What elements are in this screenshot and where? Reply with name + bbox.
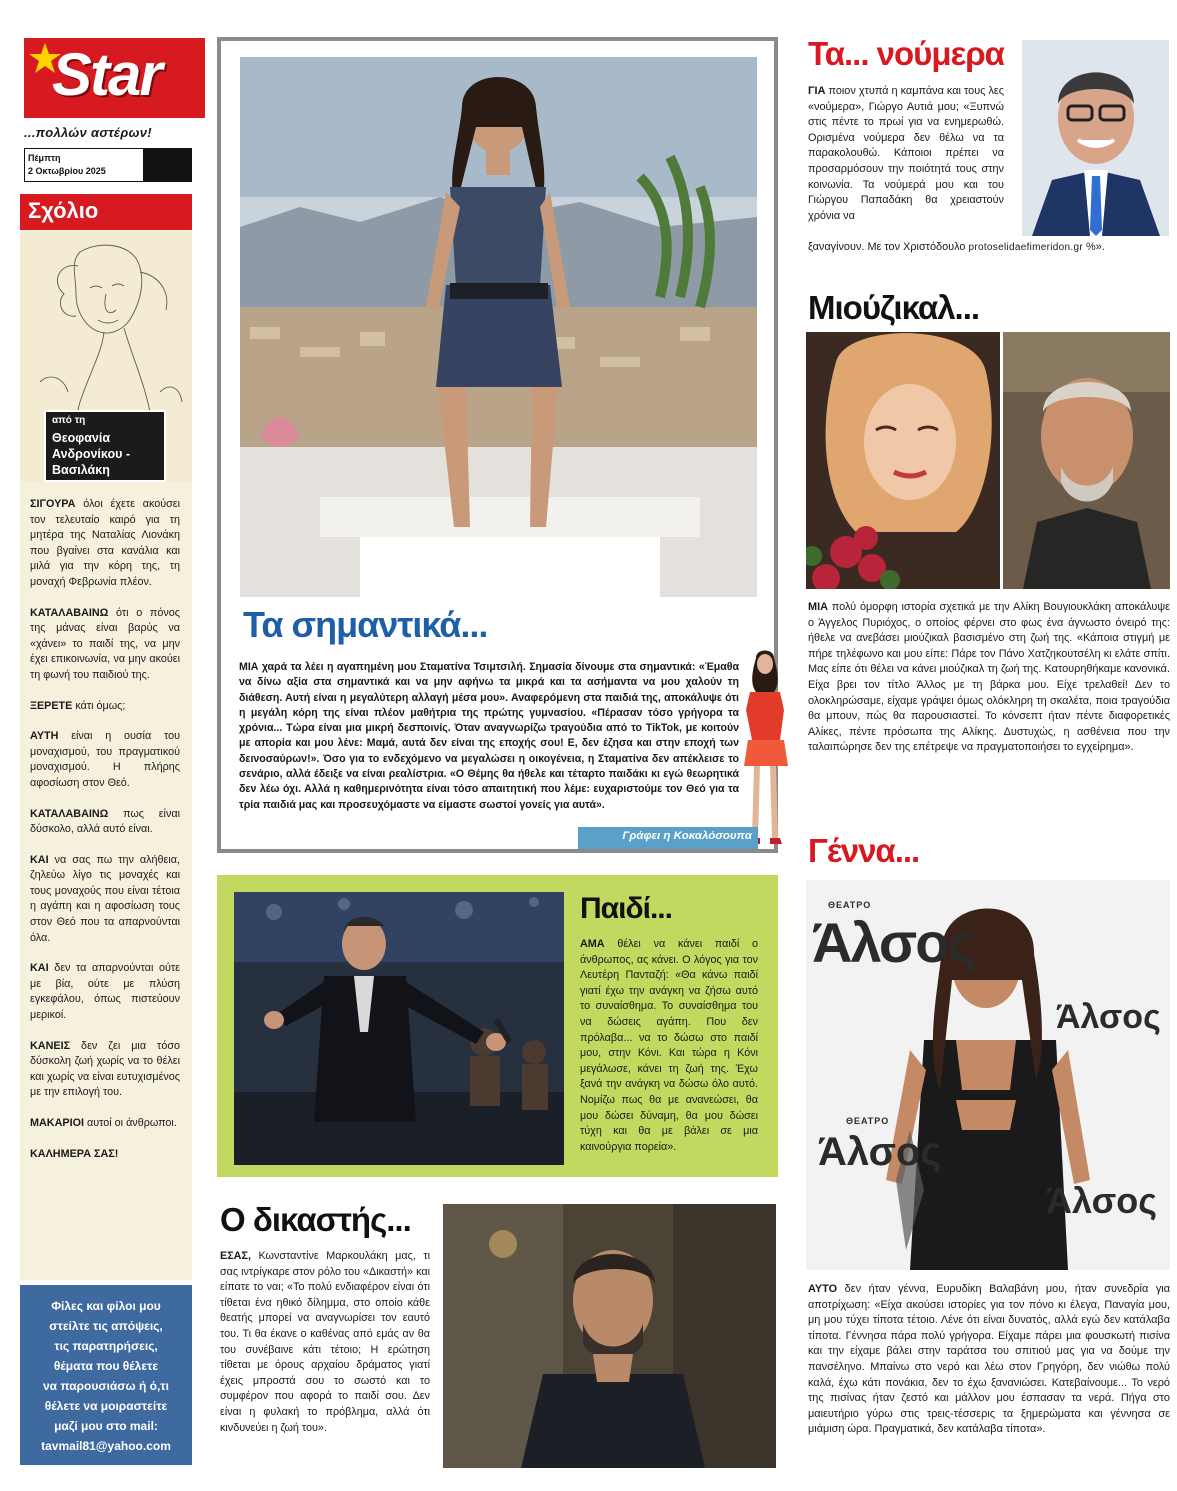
judge-story-photo [443, 1204, 776, 1468]
main-story-body: ΜΙΑ χαρά τα λέει η αγαπημένη μου Σταματίνα Τσιμτσιλή. Σημασία δίνουμε στα σημαντικά: «Έμαθα να δίνω αξία στα σημαντικά και να μην αφήνω τα μικρά και τα ασήμαντα να μου χαλούν τη διάθεση. Αυτή είναι η μεγαλύτερη αλλαγή μέσα μου». Αναφερόμενη στα παιδιά της, αποκάλυψε ότι η μεγάλη κόρη της είναι πλέον μαθήτρια της πρώτης γυμνασίου. «Πέρασαν τόσο γρήγορα τα χρόνια... Τώρα είναι μια μικρή δεσποινίς. Όταν αναγνωρίζω τραγούδια από το TikTok, με κοιτούν με απορία και μου λένε: Μαμά, αυτά δεν είναι της εποχής σου! Ε, δεν έζησα και στην εποχή των δεινοσαύρων!». Όσο για το ενδεχόμενο να μεγαλώσει η οικογένεια, η Σταματίνα δεν απέκλεισε το σενάριο, αλλά έδειξε να είναι ρεαλίστρια. «Ο Θέμης θα ήθελε και τέταρτο παιδάκι κι εγώ θεωρητικά δεν λέω όχι. Αλλά η καθημερινότητα είναι τόσο απαιτητική που λέμε: ευχαριστούμε τον Θεό για τα τρία παιδιά μας και προσευχόμαστε να είμαστε σωστοί γονείς για αυτά». [239, 661, 739, 811]
column-body [30, 497, 180, 1177]
paidi-story-photo [234, 892, 564, 1165]
columnist-byline-box [44, 410, 166, 482]
tagline: ...πολλών αστέρων! [24, 125, 152, 140]
paidi-story-body [580, 937, 758, 1155]
issue-date: 2 Οκτωβρίου 2025 [28, 166, 106, 176]
column-paragraph [30, 853, 180, 947]
contact-line: θέματα που θέλετε [53, 1359, 159, 1373]
column-paragraph-text: κάτι όμως; [72, 699, 126, 712]
poster-small-1: ΘΕΑΤΡΟ [828, 900, 872, 910]
column-paragraph-lead: ΜΑΚΑΡΙΟΙ [30, 1117, 84, 1129]
column-paragraph-text: είναι η ουσία του μοναχισμού, του πραγματικού μοναχισμού. Η πλήρης αφοσίωση στον Θεό. [30, 730, 180, 789]
contact-line: Φίλες και φίλοι μου [51, 1299, 161, 1313]
paidi-story-title: Παιδί... [580, 892, 672, 925]
contact-line: τις παρατηρήσεις, [54, 1339, 158, 1353]
judge-lead: ΕΣΑΣ, [220, 1250, 251, 1262]
genna-story-title: Γέννα... [808, 832, 920, 869]
column-paragraph-text: δεν τα απαρνούνται ούτε με βία, ούτε με πλύση εγκεφάλου, όπως πιστεύουν μερικοί. [30, 962, 180, 1022]
poster-word-2: Άλσος [1056, 998, 1161, 1036]
fashion-illustration [740, 648, 790, 854]
contact-line: να παρουσιάσω ή ό,τι [43, 1379, 169, 1393]
genna-story-body [808, 1282, 1170, 1438]
column-paragraph-lead: ΑΥΤΗ [30, 730, 59, 743]
column-paragraph-lead: ΚΑΤΑΛΑΒΑΙΝΩ [30, 807, 109, 820]
noumera-story-body [808, 84, 1004, 224]
genna-body-text: δεν ήταν γέννα, Ευρυδίκη Βαλαβάνη μου, ήταν συνεδρία για αποτρίχωση: «Είχα ακούσει ιστορίες για τον πόνο κι έλεγα, Παναγία μου, μη μου τύχει τίποτα τέτοιο. Λένε ότι είναι δυνατός, αλλά εγώ δεν κατάλαβα τίποτα. Γέννησα πάρα πολύ γρήγορα. Είχαμε πάρει μια φουσκωτή πισίνα και την είχαμε βάλει στην ταράτσα του σπιτιού μας για να δούμε την πανσέληνο. Μπαίνω στο νερό και λέω στον Γρηγόρη, δεν νιώθω πολύ καλά, έχω κάτι πονάκια, δεν το έχω ξανανιώσει. Κατεβαίνουμε... Το νερό της πισίνας ήταν ζεστό και μάλλον μου έσπασαν τα νερά. Πήγα στο μαιευτήριο γύρω στις τρεις-τέσσερις τα ξημερώματα και γέννησα σε μιάμιση ώρα. Πραγματικά, δεν κατάλαβα τίποτα». [808, 1283, 1170, 1436]
byline-text: Γράφει η Κοκαλόσουπα [622, 830, 752, 842]
main-story-byline [578, 827, 758, 849]
paidi-body-text: θέλει να κάνει παιδί ο άνθρωπος, ας κάνει. Ο λόγος για τον Λευτέρη Πανταζή: «Θα κάνω παιδί γιατί έχω την ανάγκη να ζήσω αυτό το συναίσθημα. Το συναίσθημα του να δώσεις αγάπη. Που δεν πρόλαβα... να το δώσω στο παιδί μου, στην Κόνι. Και τώρα η Κόνι μεγάλωσε, κάνει τη ζωή της. Έχω ξανά την ανάγκη να δώσω όλο αυτό. Νομίζω πως θα με ανανεώσει, θα μου δώσει δύναμη, θα μου δώσει τύχη και θα με βάλει σε μια καινούργια πορεία». [580, 938, 758, 1153]
column-section-header [20, 194, 192, 230]
date-bar [24, 148, 192, 182]
column-paragraph [30, 807, 180, 838]
poster-word-3: Άλσος [818, 1130, 942, 1174]
mioyzikal-photo-aliki [806, 332, 1000, 589]
column-paragraph-text: αυτοί οι άνθρωποι. [84, 1117, 177, 1129]
main-story-title: Τα σημαντικά... [243, 604, 488, 645]
contact-line: θέλετε να μοιραστείτε [44, 1399, 168, 1413]
noumera-body-text: ποιον χτυπά η καμπάνα και τους λες «νούμερα», Γιώργο Αυτιά μου; «Ξυπνώ στις πέντε το πρωί για να ενημερωθώ. Ορισμένα νούμερα δεν θέλω να τα παρακολουθώ. Κάποιοι πρέπει να προσαρμόσουν την ποιότητά τους στην κοινωνία. Τα νούμερά μου και του Γιώργου Παπαδάκη θα χρειαστούν χρόνια να [808, 85, 1004, 222]
column-paragraph-text: δεν ζει μια τόσο δύσκολη ζωή χωρίς να το θέλει και χωρίς να είναι ευτυχισμένος με την επιλογή του. [30, 1039, 180, 1099]
column-paragraph-text: όλοι έχετε ακούσει τον τελευταίο καιρό για τη μητέρα της Ναταλίας Λιονάκη που βγαίνει στα κανάλια και μιλά για την κόρη της, τη μοναχή Φεβρωνία πλέον. [30, 498, 180, 588]
column-paragraph [30, 699, 180, 715]
mioyzikal-lead: ΜΙΑ [808, 601, 828, 613]
paidi-lead: ΑΜΑ [580, 938, 605, 950]
main-story-photo [240, 57, 757, 597]
column-paragraph-lead: ΣΙΓΟΥΡΑ [30, 498, 76, 510]
contact-box [20, 1285, 192, 1465]
genna-story-photo [806, 880, 1170, 1270]
poster-small-2: ΘΕΑΤΡΟ [846, 1116, 890, 1126]
column-paragraph-lead: ΚΑΙ [30, 962, 49, 975]
column-section-label: Σχόλιο [28, 198, 99, 223]
column-paragraph [30, 1039, 180, 1101]
column-paragraph [30, 1116, 180, 1132]
mioyzikal-story-body [808, 600, 1170, 756]
column-paragraph-lead: ΚΑΝΕΙΣ [30, 1039, 71, 1052]
column-paragraph-lead: ΚΑΙ [30, 853, 49, 866]
noumera-lead: ΓΙΑ [808, 85, 826, 97]
contact-line: στείλτε τις απόψεις, [49, 1319, 163, 1333]
issue-day: Πέμπτη [28, 153, 61, 163]
genna-lead: ΑΥΤΟ [808, 1283, 838, 1295]
column-paragraph [30, 961, 180, 1023]
judge-body-text: Κωνσταντίνε Μαρκουλάκη μας, τι σας ιντρίγκαρε στον ρόλο του «Δικαστή» και είπατε το ναι; «Το πολύ ενδιαφέρον είναι ότι τίθεται ένα ηθικό δίλημμα, στο οποίο κάθε θεατής μπορεί να αναγνωρίσει τον εαυτό του. Τι θα έκανε ο καθένας από εμάς αν θα του συνέβαινε κάτι τέτοιο; Η ερώτηση τίθεται με όρους αρχαίου δράματος γιατί έχεις μπροστά σου το σωστό και το συμφέρον που αφορά το παιδί σου. Δεν είναι η φυλακή το πρόβλημα, αλλά ότι κινδυνεύει η ζωή του». [220, 1250, 430, 1434]
author-name-line2: Ανδρονίκου - [52, 447, 130, 461]
column-paragraph-lead: ΚΑΤΑΛΑΒΑΙΝΩ [30, 606, 109, 619]
poster-word-4: Άλσος [1046, 1180, 1157, 1221]
column-paragraph-lead: ΚΑΛΗΜΕΡΑ ΣΑΣ! [30, 1147, 119, 1160]
column-paragraph-text: πως είναι δύσκολο, αλλά αυτό είναι. [30, 807, 180, 836]
contact-email[interactable]: tavmail81@yahoo.com [41, 1439, 171, 1453]
column-paragraph [30, 606, 180, 684]
contact-line: μαζί μου στο mail: [54, 1419, 158, 1433]
judge-story-body [220, 1249, 430, 1436]
star-logo [24, 38, 205, 118]
column-paragraph-text: να σας πω την αλήθεια, ζηλεύω λίγο τις μοναχές και τους μοναχούς που είναι τέτοια η αγάπη και η αφοσίωση τους στον Θεό που τα απαρνούνται όλα. [30, 853, 180, 944]
noumera-tail-end: %». [1086, 241, 1105, 253]
poster-word-1: Άλσος [812, 911, 975, 974]
mioyzikal-photo-pyriochos [1003, 332, 1170, 589]
judge-story-title: Ο δικαστής... [220, 1201, 411, 1238]
noumera-story-tail [808, 240, 1177, 256]
noumera-tail-text: ξαναγίνουν. Με τον Χριστόδουλο [808, 241, 966, 253]
logo-text: Star [52, 41, 161, 108]
column-paragraph [30, 1147, 180, 1163]
author-name-line1: Θεοφανία [52, 431, 111, 445]
column-paragraph [30, 497, 180, 591]
author-name-line3: Βασιλάκη [52, 463, 110, 477]
mioyzikal-story-title: Μιούζικαλ... [808, 289, 980, 326]
column-paragraph [30, 729, 180, 791]
column-paragraph-lead: ΞΕΡΕΤΕ [30, 699, 73, 712]
noumera-story-title: Τα... νούμερα [808, 35, 1004, 72]
column-paragraph-text: ότι ο πόνος της μάνας είναι βαρύς να «χάνει» το παιδί της, να μην έχει επικοινωνία, να μην ακούει τη φωνή του παιδιού της. [30, 606, 180, 681]
noumera-story-photo [1022, 40, 1169, 236]
source-watermark: protoselidaefimeridon.gr [968, 242, 1083, 253]
author-prefix: από τη [52, 415, 86, 426]
mioyzikal-body-text: πολύ όμορφη ιστορία σχετικά με την Αλίκη Βουγιουκλάκη αποκάλυψε ο Άγγελος Πυριόχος, ο οποίος φέρνει στο φως ένα άγνωστο όνειρό της: ήθελε να ανεβάσει μιούζικαλ βασισμένο στη ζωή της. «Κάποια στιγμή με πήρε τηλέφωνο και μου είπε: Πάρε τον Πάνο Χατζηκουτσέλη κι ελάτε σπίτι. Μας είπε ότι θέλει να κάνει μιούζικαλ τη ζωή της. Κατουρηθήκαμε κανονικά. Είχα βρει τον τίτλο Άλλος με τη βάρκα μου. Είχε τρελαθεί! Δεν το ολοκληρώσαμε, είχαμε γράψει όμως ολόκληρη τη σκαλέτα, ποια τραγούδια θα μπουν, πώς θα παρουσιαστεί. Το κόνσεπτ ήταν πέντε διαφορετικές Αλίκες, πέντε πρόσωπα της Αλίκης. Δυστυχώς, η ασθένεια που την ταλαιπώρησε δεν της επέτρεψε να πραγματοποιήσει το εγχείρημα». [808, 601, 1170, 754]
